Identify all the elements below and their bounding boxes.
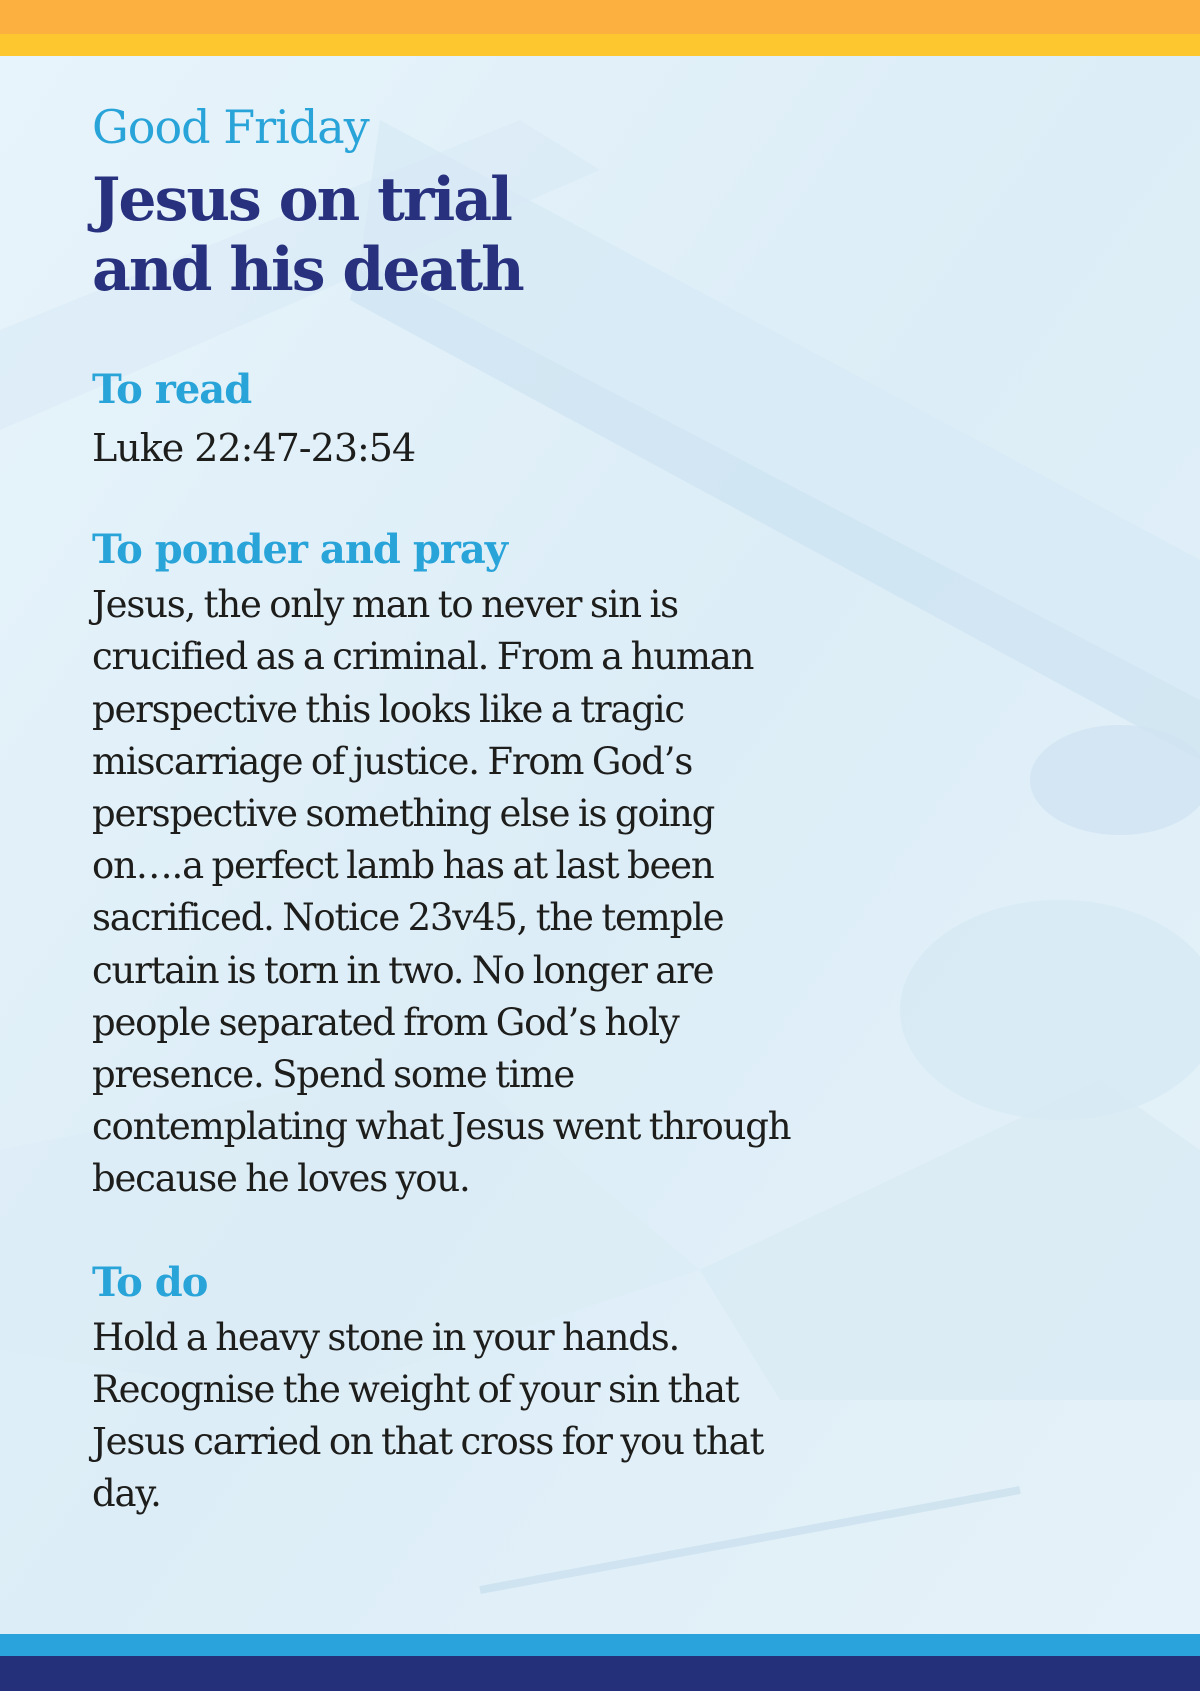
devotional-content: [92, 100, 812, 1520]
top-band-orange: [0, 0, 1200, 34]
bottom-band-blue: [0, 1634, 1200, 1656]
section-to-read: [92, 361, 812, 477]
ponder-body: Jesus, the only man to never sin is crucified as a criminal. From a human perspective this looks like a tragic miscarriage of justice. From God’s perspective something else is going on….a perfect lamb has at last been sacrificed. Notice 23v45, the temple curtain is torn in two. No longer are people separated from God’s holy presence. Spend some time contemplating what Jesus went through because he loves you.: [92, 583, 791, 1201]
scripture-reference: Luke 22:47-23:54: [92, 426, 416, 471]
section-to-ponder: [92, 521, 812, 1205]
page-kicker: Good Friday: [92, 100, 369, 154]
page-title: [92, 165, 812, 305]
top-band-yellow: [0, 34, 1200, 56]
section-heading-read: To read: [92, 366, 252, 414]
page-title-line-1: Jesus on trial: [92, 165, 511, 236]
section-heading-ponder: To ponder and pray: [92, 526, 508, 574]
do-body: Hold a heavy stone in your hands. Recognise the weight of your sin that Jesus carried on that cross for you that day.: [92, 1315, 764, 1516]
section-heading-do: To do: [92, 1258, 208, 1306]
section-to-do: [92, 1254, 812, 1521]
bottom-band-navy: [0, 1656, 1200, 1691]
page-title-line-2: and his death: [92, 235, 523, 306]
